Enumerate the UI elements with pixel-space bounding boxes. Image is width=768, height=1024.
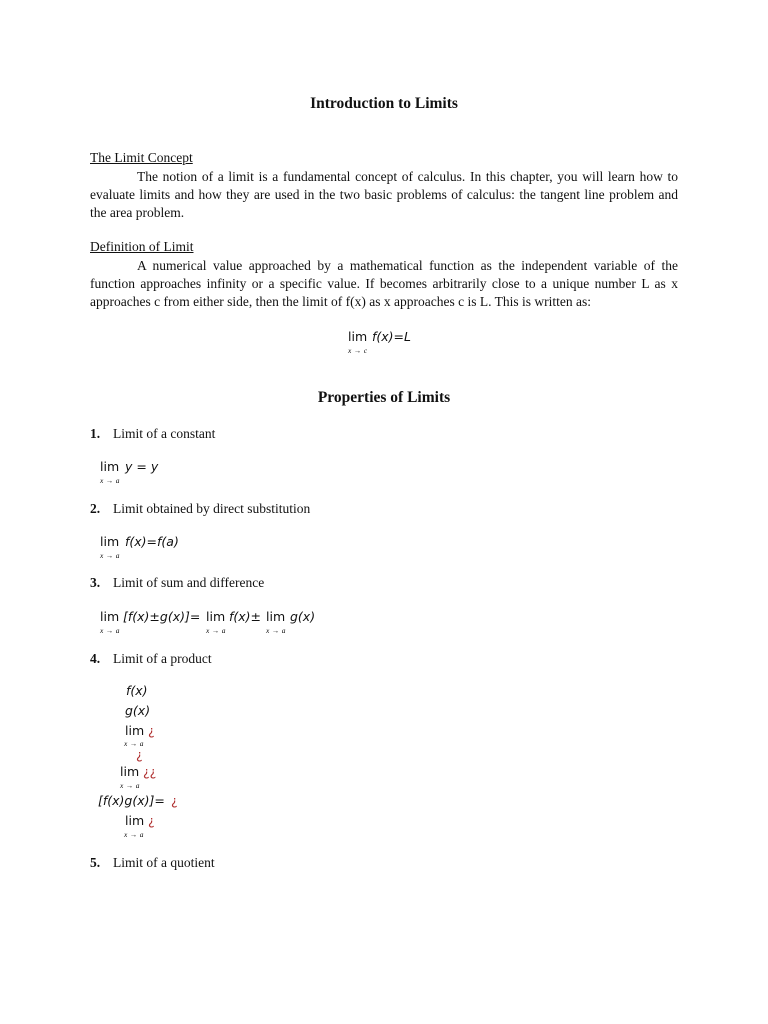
item-label-4: Limit of a product: [113, 651, 212, 666]
lim-subscript: x → a: [120, 781, 140, 790]
item-number-5: 5.: [90, 855, 101, 870]
properties-title: Properties of Limits: [317, 389, 451, 406]
lim-operator: lim: [125, 813, 145, 828]
lim-subscript-3: x → a: [266, 626, 286, 635]
lim-operator: lim: [100, 459, 120, 474]
lim-subscript: x → a: [124, 830, 144, 839]
formula-expression: f(x)=f(a): [125, 534, 179, 549]
lim-operator: lim: [100, 534, 120, 549]
formula-expression: [f(x)±g(x)]=: [123, 609, 201, 624]
glyph-inverted-question: ¿: [148, 813, 155, 828]
formula-expression: f(x)=L: [372, 329, 411, 344]
glyph-inverted-question: ¿: [148, 723, 155, 738]
lim-operator-2: lim: [206, 609, 226, 624]
glyph-inverted-question: ¿: [171, 793, 178, 808]
lim-operator: lim: [120, 764, 140, 779]
formula-expression-3: g(x): [290, 609, 316, 624]
paragraph-limit-concept: The notion of a limit is a fundamental concept of calculus. In this chapter, you will learn how to evaluate limits and how they are used in the two basic problems of calculus: the tangent line problem and the area problem.: [90, 169, 678, 220]
formula-expression-2: f(x)±: [229, 609, 262, 624]
lim-subscript: x → a: [100, 626, 120, 635]
item-label-5: Limit of a quotient: [113, 855, 215, 870]
item-number-2: 2.: [90, 501, 101, 516]
lim-operator: lim: [125, 723, 145, 738]
lim-subscript: x → c: [348, 346, 368, 355]
product-line-fx: f(x): [126, 683, 148, 698]
product-line-gx: g(x): [125, 703, 151, 718]
item-number-3: 3.: [90, 575, 101, 590]
item-number-1: 1.: [90, 426, 101, 441]
section-heading-limit-concept: The Limit Concept: [90, 150, 193, 165]
lim-subscript: x → a: [124, 739, 144, 748]
lim-operator: lim: [348, 329, 368, 344]
lim-operator: lim: [100, 609, 120, 624]
glyph-inverted-question: ¿: [136, 747, 143, 762]
product-expression: [f(x)g(x)]=: [98, 793, 165, 808]
item-label-1: Limit of a constant: [113, 426, 216, 441]
lim-subscript-2: x → a: [206, 626, 226, 635]
item-label-2: Limit obtained by direct substitution: [113, 501, 311, 516]
page-title: Introduction to Limits: [310, 95, 458, 112]
item-number-4: 4.: [90, 651, 101, 666]
lim-subscript: x → a: [100, 551, 120, 560]
lim-operator-3: lim: [266, 609, 286, 624]
glyph-inverted-question: ¿¿: [143, 764, 157, 779]
lim-subscript: x → a: [100, 476, 120, 485]
item-label-3: Limit of sum and difference: [113, 575, 265, 590]
section-heading-definition: Definition of Limit: [90, 239, 194, 254]
paragraph-definition: A numerical value approached by a mathematical function as the independent variable of the function approaches infinity or a specific value. If becomes arbitrarily close to a unique number L as x approaches c from either side, then the limit of f(x) as x approaches c is L. This is written as:: [90, 258, 678, 309]
formula-expression: y = y: [125, 459, 159, 474]
